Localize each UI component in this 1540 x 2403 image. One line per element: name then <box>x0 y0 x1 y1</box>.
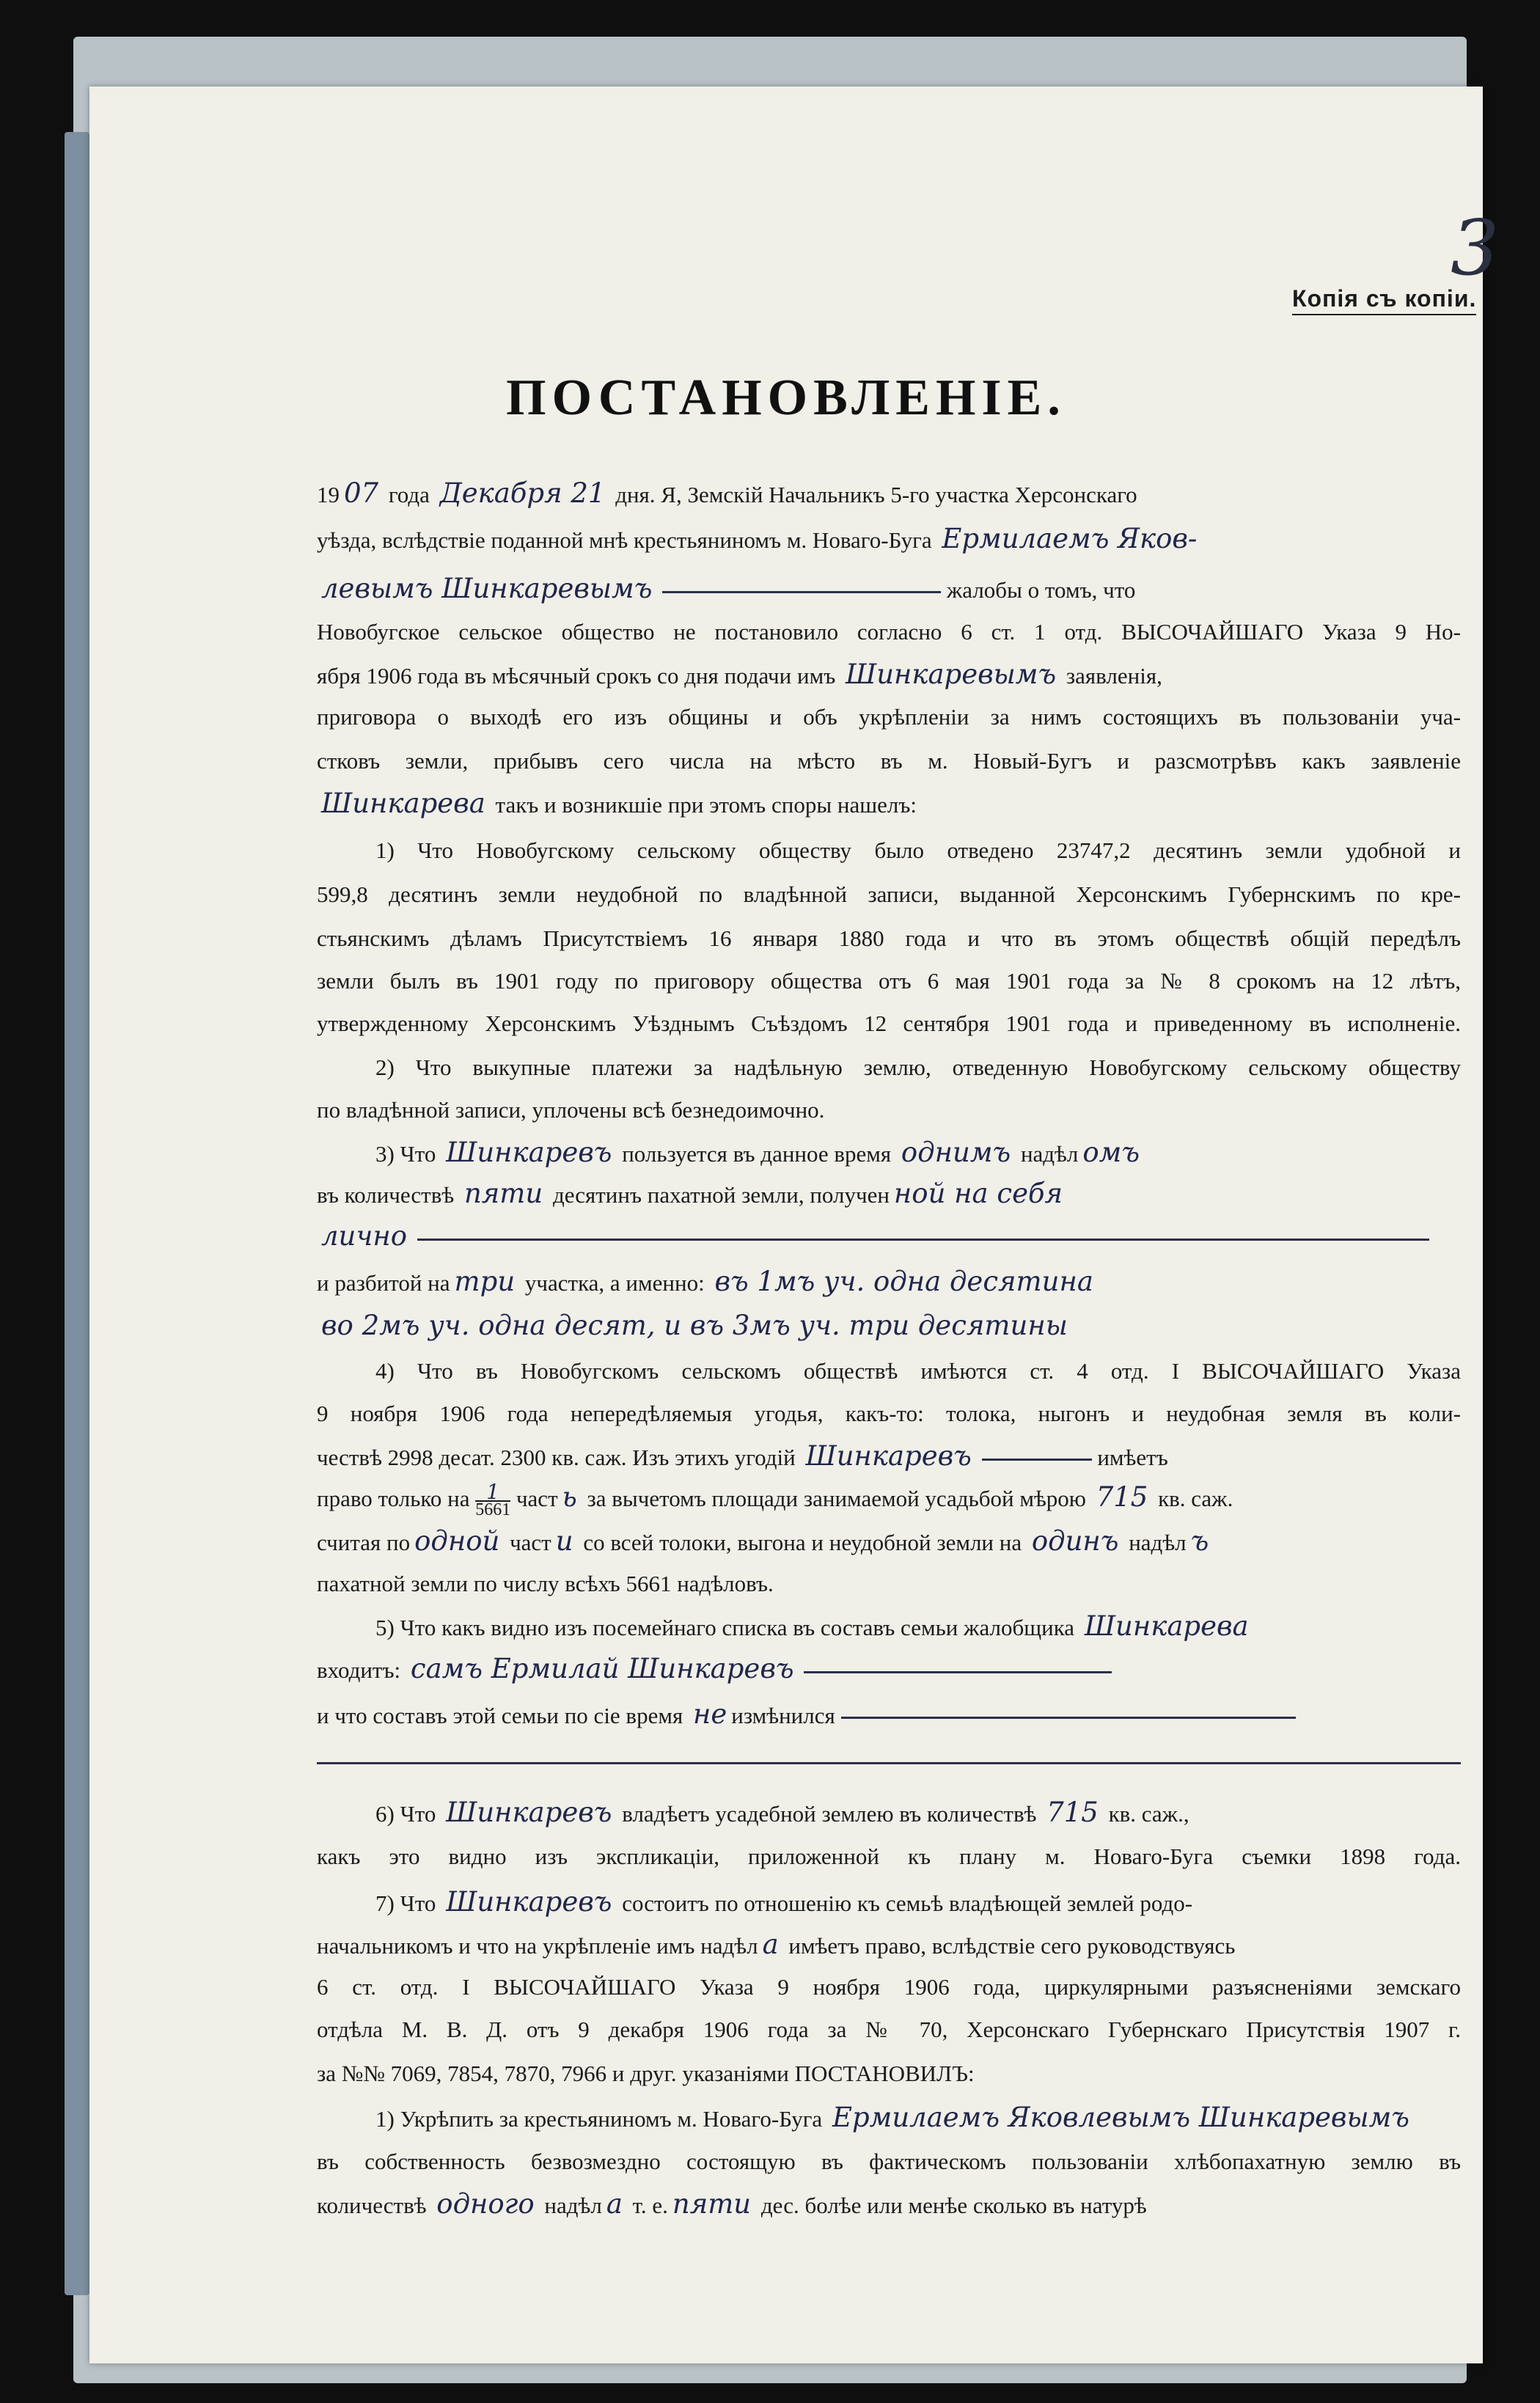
copy-note: Копія съ копіи. <box>1292 285 1476 315</box>
blue-folder-strip <box>65 132 89 2295</box>
text-line: Новобугское сельское общество не постановило согласно 6 ст. 1 отд. ВЫСОЧАЙШАГО Указа 9 Но- <box>317 619 1461 645</box>
text-line: пахатной земли по числу всѣхъ 5661 надѣловъ. <box>317 1571 774 1596</box>
text-line: 19 07 года Декабря 21 дня. Я, Земскій Начальникъ 5-го участка Херсонскаго <box>317 477 1137 509</box>
text-line: 1) Укрѣпить за крестьяниномъ м. Новаго-Буга Ермилаемъ Яковлевымъ Шинкаревымъ <box>375 2103 1519 2134</box>
handwritten-name: Шинкарева <box>1084 1610 1249 1642</box>
text-line: и что составъ этой семьи по сіе время не измѣнился <box>317 1700 1461 1731</box>
handwritten-name: самъ Ермилай Шинкаревъ <box>410 1653 794 1684</box>
text-line: входитъ: самъ Ермилай Шинкаревъ <box>317 1654 1461 1685</box>
handwritten-name: Ермилаемъ Яковлевымъ Шинкаревымъ <box>832 2102 1409 2133</box>
page-number: 3 <box>1451 203 1500 293</box>
text-line: право только на $\frac{1}{5661}$ част ь за вычетомъ площади занимаемой усадьбой мѣрою 715 кв. саж. <box>317 1479 1233 1519</box>
handwritten-word: пяти <box>463 1178 543 1209</box>
text-line: приговора о выходѣ его изъ общины и объ укрѣпленіи за нимъ состоящихъ въ пользованіи уча- <box>317 704 1461 730</box>
text-line: утвержденному Херсонскимъ Уѣзднымъ Съѣздомъ 12 сентября 1901 года и приведенному въ исполненіе. <box>317 1010 1461 1036</box>
text-line: считая по одной част и со всей толоки, выгона и неудобной земли на одинъ надѣл ъ <box>317 1525 1209 1557</box>
text-line: по владѣнной записи, уплочены всѣ безнедоимочно. <box>317 1097 825 1123</box>
text-line: 2) Что выкупные платежи за надѣльную землю, отведенную Новобугскому сельскому обществу <box>375 1054 1461 1080</box>
fill-line <box>841 1717 1296 1719</box>
handwritten-date: Декабря 21 <box>439 477 606 509</box>
text-line: Шинкарева такъ и возникшіе при этомъ споры нашелъ: <box>317 789 1461 820</box>
handwritten-word: лично <box>321 1220 408 1252</box>
text-line: количествѣ одного надѣл а т. е. пяти дес. болѣе или менѣе сколько въ натурѣ <box>317 2188 1147 2220</box>
fill-line <box>662 591 941 593</box>
text-line: ября 1906 года въ мѣсячный срокъ со дня подачи имъ Шинкаревымъ заявленія, <box>317 658 1162 690</box>
text-line: чествѣ 2998 десат. 2300 кв. саж. Изъ этихъ угодій Шинкаревъ имѣетъ <box>317 1440 1168 1472</box>
text-line: 6) Что Шинкаревъ владѣетъ усадебной землею въ количествѣ 715 кв. саж., <box>375 1797 1189 1828</box>
handwritten-name: Шинкаревъ <box>446 1797 612 1828</box>
text-line: начальникомъ и что на укрѣпленіе имъ надѣл а имѣетъ право, вслѣдствіе сего руководствуясь <box>317 1929 1236 1960</box>
fill-line <box>982 1459 1092 1461</box>
document-page <box>89 87 1500 2363</box>
text-line: 3) Что Шинкаревъ пользуется въ данное время однимъ надѣл омъ <box>375 1137 1140 1168</box>
text-line: въ количествѣ пяти десятинъ пахатной земли, получен ной на себя <box>317 1178 1063 1209</box>
handwritten-name: Шинкаревъ <box>446 1886 612 1918</box>
fill-line <box>804 1671 1112 1673</box>
handwritten-name: Шинкаревъ <box>446 1137 612 1168</box>
text-line: земли былъ въ 1901 году по приговору общества отъ 6 мая 1901 года за № 8 срокомъ на 12 лѣтъ, <box>317 968 1461 994</box>
text-line: 9 ноября 1906 года непередѣляемыя угодья, какъ-то: толока, ныгонъ и неудобная земля въ коли- <box>317 1401 1461 1426</box>
handwritten-phrase: во 2мъ уч. одна десят, и въ 3мъ уч. три десятины <box>321 1310 1068 1341</box>
text-line: отдѣла М. В. Д. отъ 9 декабря 1906 года за № 70, Херсонскаго Губернскаго Присутствія 1907 г. <box>317 2017 1461 2042</box>
fill-line-row <box>317 1747 1461 1776</box>
text-line: уѣзда, вслѣдствіе поданной мнѣ крестьяниномъ м. Новаго-Буга Ермилаемъ Яков- <box>317 524 1461 555</box>
text-line: въ собственность безвозмездно состоящую въ фактическомъ пользованіи хлѣбопахатную землю въ <box>317 2149 1461 2174</box>
handwritten-word: однимъ <box>901 1137 1011 1168</box>
text-line <box>317 1222 1461 1252</box>
handwritten-phrase: въ 1мъ уч. одна десятина <box>714 1266 1093 1297</box>
text-line: за №№ 7069, 7854, 7870, 7966 и друг. указаніями ПОСТАНОВИЛЪ: <box>317 2061 975 2086</box>
text-line: 5) Что какъ видно изъ посемейнаго списка въ составъ семьи жалобщика Шинкарева <box>375 1612 1519 1643</box>
text-line: 1) Что Новобугскому сельскому обществу было отведено 23747,2 десятинъ земли удобной и <box>375 837 1461 863</box>
handwritten-name: Шинкаревъ <box>805 1440 972 1472</box>
fill-line <box>417 1239 1429 1241</box>
text-line: стьянскимъ дѣламъ Присутствіемъ 16 января 1880 года и что въ этомъ обществѣ общій передѣлъ <box>317 925 1461 951</box>
handwritten-name: левымъ Шинкаревымъ <box>321 573 653 604</box>
fraction: $\frac{1}{5661}$ <box>475 1479 511 1519</box>
fill-line <box>317 1762 1461 1764</box>
handwritten-name: Шинкаревымъ <box>845 658 1057 690</box>
text-line: какъ это видно изъ экспликаціи, приложенной къ плану м. Новаго-Буга съемки 1898 года. <box>317 1843 1461 1869</box>
text-line: 599,8 десятинъ земли неудобной по владѣнной записи, выданной Херсонскимъ Губернскимъ по кре- <box>317 881 1461 907</box>
text-line: и разбитой на три участка, а именно: въ 1мъ уч. одна десятина <box>317 1267 1461 1298</box>
text-line: левымъ Шинкаревымъ жалобы о томъ, что <box>317 574 1461 605</box>
handwritten-name: Ермилаемъ Яков- <box>942 523 1198 554</box>
text-line <box>317 1311 1461 1342</box>
handwritten-year: 07 <box>344 477 379 509</box>
text-line: 6 ст. отд. I ВЫСОЧАЙШАГО Указа 9 ноября 1906 года, циркулярными разъясненіями земскаго <box>317 1974 1461 2000</box>
text-line: 7) Что Шинкаревъ состоитъ по отношенію къ семьѣ владѣющей землей родо- <box>375 1886 1193 1918</box>
text-line: 4) Что въ Новобугскомъ сельскомъ обществѣ имѣются ст. 4 отд. I ВЫСОЧАЙШАГО Указа <box>375 1358 1461 1384</box>
text-line: стковъ земли, прибывъ сего числа на мѣсто въ м. Новый-Бугъ и разсмотрѣвъ какъ заявленіе <box>317 748 1461 774</box>
handwritten-name: Шинкарева <box>321 788 485 819</box>
document-title: ПОСТАНОВЛЕНІЕ. <box>506 370 1066 426</box>
